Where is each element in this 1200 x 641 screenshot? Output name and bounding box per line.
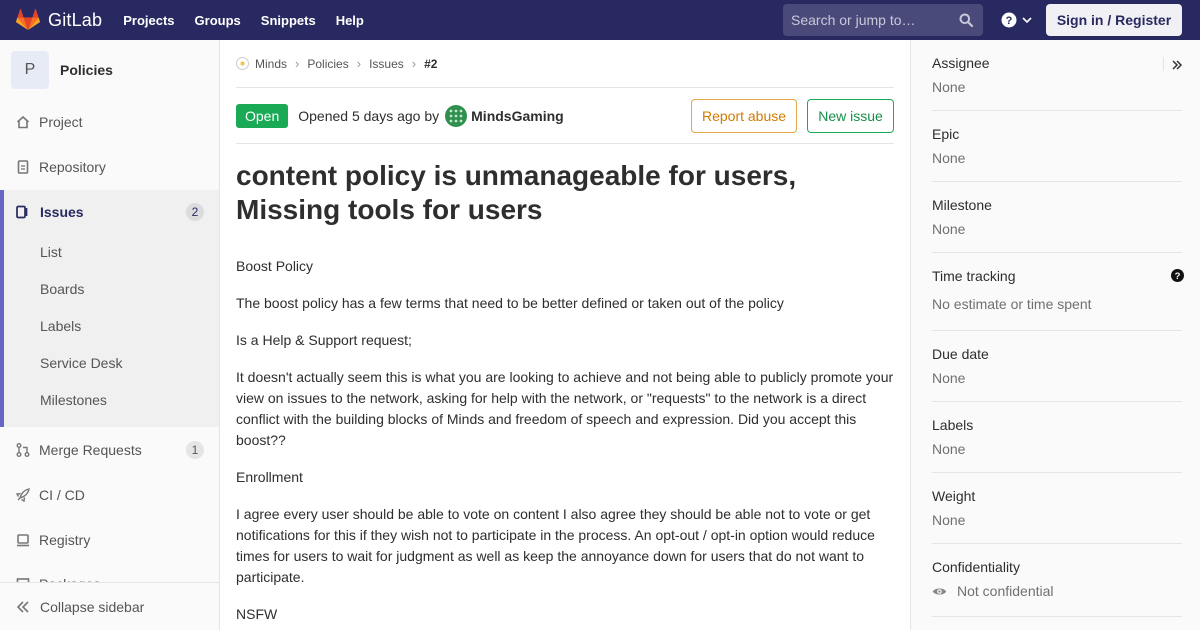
container-icon: [16, 533, 30, 547]
sidebar-item-label: Merge Requests: [39, 442, 142, 458]
chevron-right-icon: ›: [411, 56, 417, 71]
sidebar-item-label: Project: [39, 114, 83, 130]
top-navbar: [0, 0, 1200, 40]
sidebar-item-merge-requests[interactable]: [0, 428, 219, 472]
status-badge: Open: [236, 104, 288, 128]
collapse-sidebar-label: Collapse sidebar: [40, 598, 145, 615]
issue-description: [236, 256, 894, 625]
author-link[interactable]: MindsGaming: [471, 107, 564, 124]
project-name: Policies: [60, 62, 113, 78]
description-paragraph: Is a Help & Support request;: [236, 332, 412, 348]
sidebar-item-registry[interactable]: [0, 518, 219, 562]
sidebar-subitem-labels[interactable]: Labels: [40, 318, 82, 334]
question-circle-icon: [1001, 12, 1017, 28]
chevron-right-icon: ›: [295, 56, 300, 71]
due-date-value: None: [932, 370, 966, 386]
issue-header: [236, 88, 894, 144]
description-paragraph: Enrollment: [236, 469, 303, 485]
sidebar-subitem-boards[interactable]: Boards: [40, 281, 85, 297]
gitlab-logo-icon: [16, 9, 40, 31]
time-tracking-label: Time tracking: [932, 268, 1016, 284]
sidebar-item-label: CI / CD: [39, 487, 85, 503]
sidebar-item-label: Issues: [40, 204, 84, 220]
confidentiality-row: [932, 583, 1182, 599]
milestone-value: None: [932, 221, 966, 237]
group-avatar-icon: [236, 57, 249, 70]
assignee-label: Assignee: [932, 55, 990, 71]
sidebar-subitem-list[interactable]: List: [40, 244, 62, 260]
breadcrumb-link-policies[interactable]: Policies: [307, 56, 349, 71]
document-icon: [16, 160, 30, 174]
confidentiality-value: Not confidential: [957, 583, 1054, 599]
labels-block: [932, 417, 1182, 473]
confidentiality-block: [932, 559, 1182, 617]
issue-right-sidebar: [910, 40, 1200, 630]
report-abuse-button[interactable]: Report abuse: [691, 99, 797, 133]
question-circle-icon[interactable]: [1171, 269, 1184, 282]
weight-label: Weight: [932, 488, 976, 504]
epic-label: Epic: [932, 126, 960, 142]
project-header[interactable]: [0, 40, 219, 100]
sidebar-item-cicd[interactable]: [0, 473, 219, 517]
search-icon[interactable]: [959, 13, 973, 27]
project-sidebar: [0, 40, 220, 630]
chevron-down-icon: [1022, 16, 1032, 24]
nav-links: [123, 13, 384, 28]
sidebar-item-label: Registry: [39, 532, 91, 548]
sidebar-item-label: Repository: [39, 159, 106, 175]
opened-text: Opened 5 days ago by: [298, 107, 440, 124]
epic-block: [932, 126, 1182, 182]
description-paragraph: I agree every user should be able to vote on content I also agree they should be able not to vote or get notifications for this if they wish not to participate in the process. An opt-out / opt-in option would reduce times for users to wait for judgment as well as keep the annoyance down for users that do not want to participate.: [236, 506, 875, 585]
author-avatar[interactable]: [445, 105, 467, 127]
nav-link-help[interactable]: Help: [335, 12, 364, 28]
brand-name: GitLab: [48, 9, 103, 30]
assignee-block: [932, 55, 1182, 111]
sign-in-register-button[interactable]: Sign in / Register: [1046, 4, 1182, 36]
search-box: [783, 4, 983, 36]
labels-label: Labels: [932, 417, 974, 433]
breadcrumb-link-issues[interactable]: Issues: [369, 56, 404, 71]
sidebar-subitem-service-desk[interactable]: Service Desk: [40, 355, 123, 371]
sidebar-item-repository[interactable]: [0, 145, 219, 189]
milestone-label: Milestone: [932, 197, 992, 213]
sidebar-item-project[interactable]: [0, 100, 219, 144]
sidebar-item-issues[interactable]: [16, 190, 84, 234]
help-dropdown[interactable]: [1001, 12, 1032, 28]
gitlab-home-link[interactable]: [16, 0, 102, 40]
weight-block: [932, 488, 1182, 544]
breadcrumb-link-minds[interactable]: Minds: [255, 56, 288, 71]
eye-icon: [932, 586, 947, 597]
double-chevron-left-icon: [16, 601, 30, 613]
description-paragraph: NSFW: [236, 606, 278, 622]
new-issue-button[interactable]: New issue: [807, 99, 894, 133]
chevron-right-icon: ›: [356, 56, 362, 71]
breadcrumb: [236, 40, 894, 88]
milestone-block: [932, 197, 1182, 253]
time-tracking-value: No estimate or time spent: [932, 296, 1092, 312]
breadcrumb-current-issue[interactable]: #2: [424, 56, 438, 71]
epic-value: None: [932, 150, 966, 166]
merge-requests-count-badge: 1: [186, 441, 204, 459]
svg-text:?: ?: [1005, 15, 1013, 27]
issue-title: content policy is unmanageable for users, Missing tools for users: [236, 160, 797, 225]
due-date-block: [932, 346, 1182, 402]
description-paragraph: It doesn't actually seem this is what you are looking to achieve and not being able to publicly promote your view on issues to the network, asking for help with the network, or "requests" to the network is a direct conflict with the building blocks of Minds and freedom of speech and expression. Did you accept this boost??: [236, 369, 894, 448]
sidebar-item-packages[interactable]: [0, 563, 219, 583]
rocket-icon: [16, 488, 30, 502]
home-icon: [16, 115, 30, 129]
sidebar-subitem-milestones[interactable]: Milestones: [40, 392, 107, 408]
labels-value: None: [932, 441, 966, 457]
nav-link-groups[interactable]: Groups: [194, 12, 241, 28]
sidebar-issues-section: [0, 190, 219, 427]
description-paragraph: Boost Policy: [236, 258, 314, 274]
weight-value: None: [932, 512, 966, 528]
confidentiality-label: Confidentiality: [932, 559, 1020, 575]
assignee-value: None: [932, 79, 966, 95]
time-tracking-block: [932, 268, 1182, 331]
issues-count-badge: 2: [186, 203, 204, 221]
description-paragraph: The boost policy has a few terms that need to be better defined or taken out of the policy: [236, 295, 784, 311]
due-date-label: Due date: [932, 346, 989, 362]
nav-link-snippets[interactable]: Snippets: [260, 12, 316, 28]
issues-icon: [16, 205, 30, 219]
project-avatar: P: [11, 51, 49, 89]
issue-main-content: [236, 40, 894, 641]
collapse-sidebar-button[interactable]: [0, 582, 219, 630]
nav-link-projects[interactable]: Projects: [123, 12, 175, 28]
merge-request-icon: [16, 443, 30, 457]
search-input[interactable]: [791, 12, 951, 28]
svg-text:?: ?: [1174, 271, 1181, 282]
issue-opened-info: [298, 105, 563, 127]
